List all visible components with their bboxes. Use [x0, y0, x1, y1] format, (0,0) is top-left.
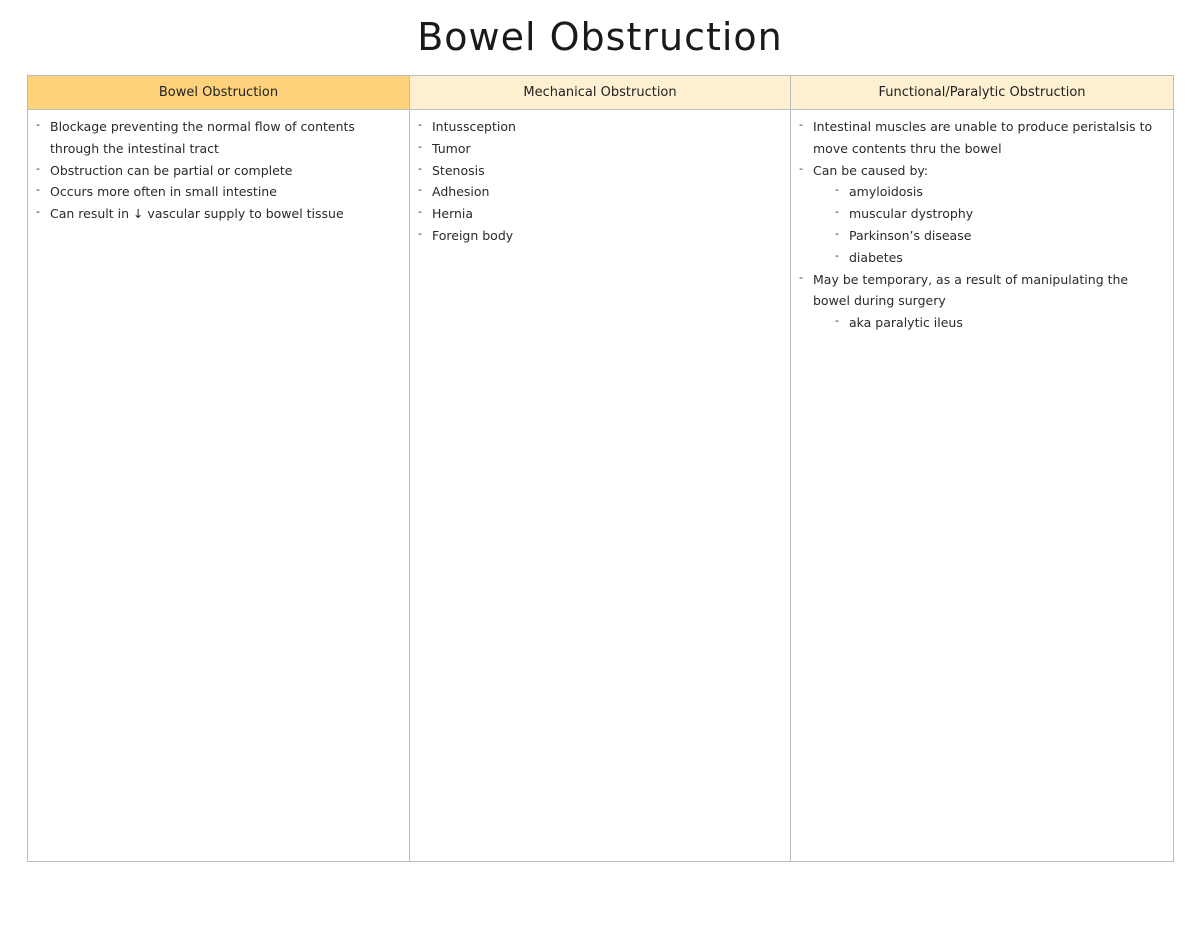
list-item: - Blockage preventing the normal flow of contents through the intestinal tract — [36, 116, 401, 160]
content-row — [28, 110, 1174, 862]
sublist-item: - muscular dystrophy — [835, 203, 1165, 225]
list-item: - Occurs more often in small intestine — [36, 181, 401, 203]
temporary-sublist — [835, 312, 1165, 334]
notes-table — [27, 75, 1174, 862]
header-functional-obstruction: Functional/Paralytic Obstruction — [791, 76, 1174, 110]
cell-functional-obstruction — [791, 110, 1174, 862]
list-item: - Hernia — [418, 203, 782, 225]
sublist-item: - amyloidosis — [835, 181, 1165, 203]
list-item-text: Intestinal muscles are unable to produce peristalsis to move contents thru the bowel — [813, 119, 1153, 156]
header-mechanical-obstruction: Mechanical Obstruction — [410, 76, 791, 110]
list-item — [799, 116, 1165, 160]
sublist-item: - aka paralytic ileus — [835, 312, 1165, 334]
page-title: Bowel Obstruction — [417, 15, 783, 59]
list-item-text: Can be caused by: — [813, 162, 929, 178]
list-item: - Foreign body — [418, 225, 782, 247]
list-item: - Adhesion — [418, 181, 782, 203]
list-item: - Stenosis — [418, 160, 782, 182]
sublist-item: - Parkinson’s disease — [835, 225, 1165, 247]
header-row — [28, 76, 1174, 110]
list-item: - Obstruction can be partial or complete — [36, 160, 401, 182]
causes-sublist — [835, 181, 1165, 268]
list-item — [799, 160, 1165, 269]
list-item — [799, 269, 1165, 334]
cell-bowel-obstruction — [28, 110, 410, 862]
sublist-item: - diabetes — [835, 247, 1165, 269]
mechanical-causes-list — [418, 116, 782, 247]
list-item: - Can result in ↓ vascular supply to bowel tissue — [36, 203, 401, 225]
list-item: - Tumor — [418, 138, 782, 160]
cell-mechanical-obstruction — [410, 110, 791, 862]
list-item: - Intussception — [418, 116, 782, 138]
functional-list — [799, 116, 1165, 334]
definition-list — [36, 116, 401, 225]
header-bowel-obstruction: Bowel Obstruction — [28, 76, 410, 110]
list-item-text: May be temporary, as a result of manipulating the bowel during surgery — [813, 271, 1129, 309]
